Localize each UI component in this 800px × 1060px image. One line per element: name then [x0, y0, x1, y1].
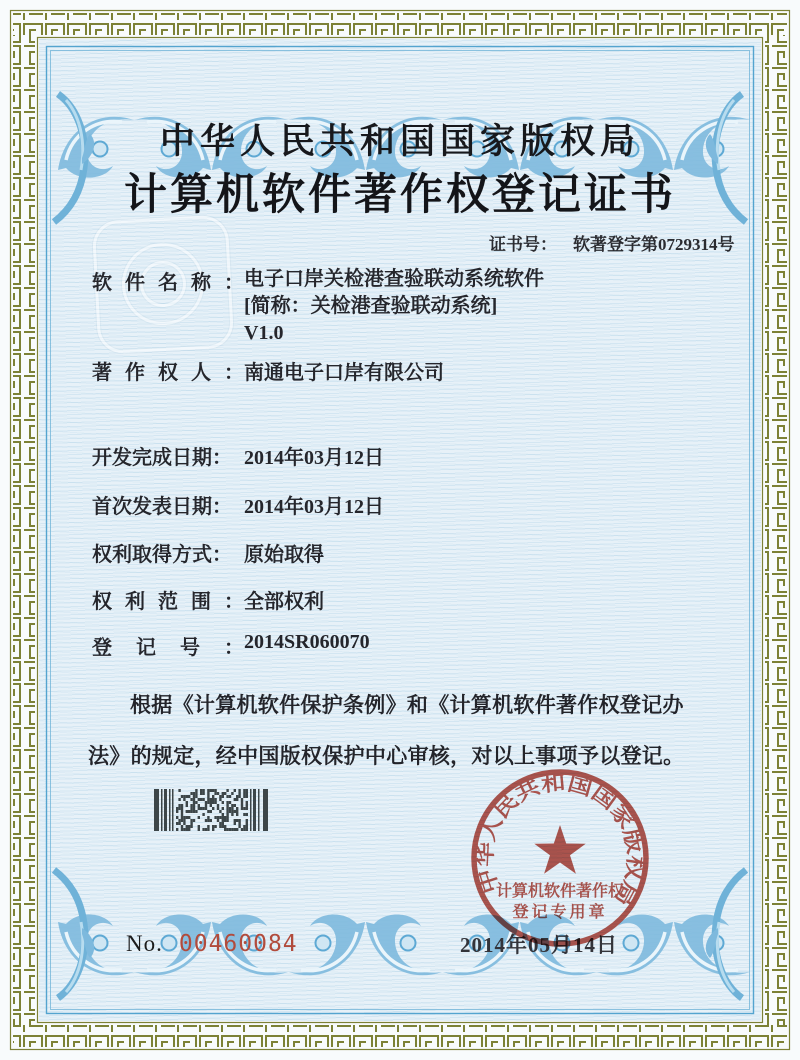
official-seal: [448, 746, 672, 970]
field-value: 2014年03月12日: [244, 447, 384, 469]
serial-number: 00460084: [178, 931, 298, 957]
seal-ring-text: 中华人民共和国国家版权局: [471, 769, 649, 909]
field-right-acquisition: [92, 538, 732, 567]
field-software-name: [92, 266, 732, 347]
field-copyright-owner: [92, 356, 732, 385]
field-value: 全部权利: [244, 591, 324, 613]
certificate-number-label: 证书号：: [489, 235, 557, 254]
field-value: 2014年03月12日: [244, 496, 384, 518]
seal-text-line2: 登记专用章: [512, 904, 608, 921]
certificate-title: 计算机软件著作权登记证书: [124, 172, 676, 219]
barcode-2d-icon: [154, 789, 270, 831]
issuer-title: 中华人民共和国国家版权局: [159, 122, 640, 161]
field-label: 开发完成日期：: [92, 447, 232, 469]
field-registration-no: [92, 631, 732, 660]
field-label: 著作权人：: [92, 362, 244, 384]
field-label: 权利范围：: [92, 591, 244, 613]
registration-statement: 根据《计算机软件保护条例》和《计算机软件著作权登记办法》的规定，经中国版权保护中心审核，对以上事项予以登记。: [88, 693, 685, 768]
software-name-line1: 电子口岸关检港查验联动系统软件: [244, 268, 544, 290]
field-label: 登记号：: [92, 637, 244, 659]
certificate-number-line: [489, 230, 735, 255]
software-name-version: V1.0: [244, 322, 284, 344]
field-label: 首次发表日期：: [92, 496, 232, 518]
serial-prefix: No.: [126, 931, 163, 956]
seal-text-line1: 计算机软件著作权: [495, 883, 625, 900]
software-name-line2: [简称：关检港查验联动系统]: [244, 295, 498, 317]
field-value: [244, 266, 544, 347]
field-dev-complete-date: [92, 441, 732, 470]
field-label: 权利取得方式：: [92, 544, 232, 566]
field-value: 南通电子口岸有限公司: [244, 362, 444, 384]
serial-number-line: [126, 931, 298, 957]
certificate-number-value: 软著登字第0729314号: [573, 235, 735, 254]
field-value: 原始取得: [244, 544, 324, 566]
issue-date: 2014年05月14日: [460, 933, 618, 957]
field-label: 软件名称：: [92, 272, 244, 294]
star-icon: [534, 825, 585, 874]
field-value: 2014SR060070: [244, 631, 370, 653]
field-right-scope: [92, 585, 732, 614]
field-first-publish-date: [92, 490, 732, 519]
